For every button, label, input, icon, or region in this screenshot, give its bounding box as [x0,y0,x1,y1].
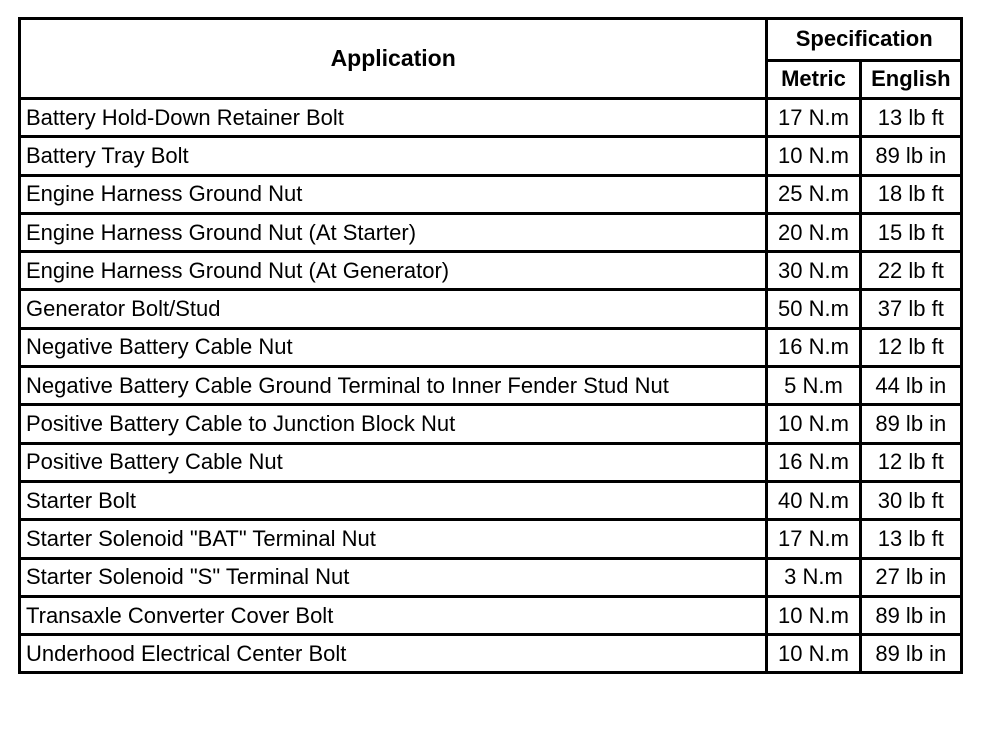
english-cell: 37 lb ft [860,290,961,328]
application-cell: Positive Battery Cable to Junction Block Nut [20,405,767,443]
application-cell: Positive Battery Cable Nut [20,443,767,481]
application-cell: Underhood Electrical Center Bolt [20,635,767,673]
table-row [20,99,962,137]
english-cell: 30 lb ft [860,481,961,519]
table-row [20,175,962,213]
table-row [20,520,962,558]
header-metric: Metric [767,60,860,98]
application-cell: Starter Solenoid "S" Terminal Nut [20,558,767,596]
table-row [20,213,962,251]
english-cell: 89 lb in [860,405,961,443]
metric-cell: 10 N.m [767,405,860,443]
metric-cell: 30 N.m [767,252,860,290]
application-cell: Starter Solenoid "BAT" Terminal Nut [20,520,767,558]
english-cell: 12 lb ft [860,443,961,481]
metric-cell: 16 N.m [767,443,860,481]
table-row [20,443,962,481]
application-cell: Battery Tray Bolt [20,137,767,175]
header-application: Application [20,19,767,99]
metric-cell: 20 N.m [767,213,860,251]
table-row [20,290,962,328]
application-cell: Generator Bolt/Stud [20,290,767,328]
metric-cell: 3 N.m [767,558,860,596]
metric-cell: 25 N.m [767,175,860,213]
metric-cell: 5 N.m [767,367,860,405]
metric-cell: 10 N.m [767,137,860,175]
header-specification: Specification [767,19,962,61]
english-cell: 13 lb ft [860,520,961,558]
metric-cell: 16 N.m [767,328,860,366]
english-cell: 44 lb in [860,367,961,405]
metric-cell: 17 N.m [767,99,860,137]
english-cell: 15 lb ft [860,213,961,251]
metric-cell: 50 N.m [767,290,860,328]
metric-cell: 10 N.m [767,635,860,673]
table-row [20,481,962,519]
metric-cell: 10 N.m [767,596,860,634]
table-header [20,19,962,99]
metric-cell: 40 N.m [767,481,860,519]
english-cell: 89 lb in [860,635,961,673]
english-cell: 13 lb ft [860,99,961,137]
application-cell: Engine Harness Ground Nut [20,175,767,213]
header-english: English [860,60,961,98]
application-cell: Engine Harness Ground Nut (At Generator) [20,252,767,290]
english-cell: 12 lb ft [860,328,961,366]
fastener-specification-table [18,17,963,674]
application-cell: Starter Bolt [20,481,767,519]
english-cell: 22 lb ft [860,252,961,290]
table-body [20,99,962,673]
application-cell: Negative Battery Cable Nut [20,328,767,366]
table-row [20,252,962,290]
english-cell: 18 lb ft [860,175,961,213]
table-row [20,558,962,596]
metric-cell: 17 N.m [767,520,860,558]
table-row [20,137,962,175]
table-row [20,596,962,634]
english-cell: 27 lb in [860,558,961,596]
table-row [20,405,962,443]
table-row [20,328,962,366]
application-cell: Battery Hold-Down Retainer Bolt [20,99,767,137]
application-cell: Negative Battery Cable Ground Terminal to Inner Fender Stud Nut [20,367,767,405]
english-cell: 89 lb in [860,596,961,634]
table-row [20,367,962,405]
application-cell: Transaxle Converter Cover Bolt [20,596,767,634]
table-row [20,635,962,673]
application-cell: Engine Harness Ground Nut (At Starter) [20,213,767,251]
english-cell: 89 lb in [860,137,961,175]
